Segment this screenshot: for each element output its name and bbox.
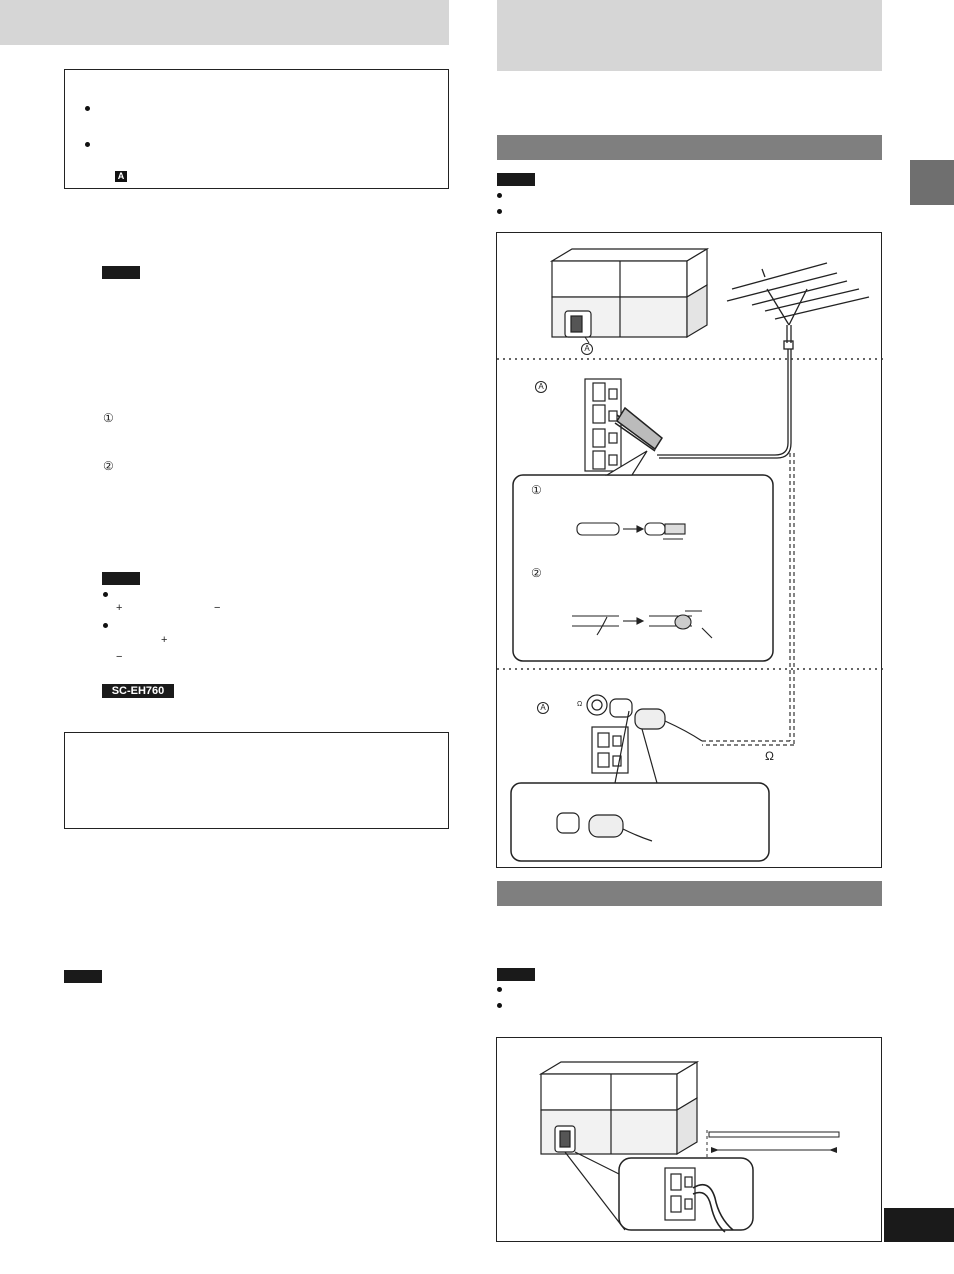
info-box: [64, 732, 449, 829]
plus-sign: +: [161, 634, 168, 646]
bullet: [497, 193, 502, 198]
chapter-tab: [910, 160, 954, 205]
model-tag: SC-EH760: [102, 684, 174, 698]
step-number-2: ②: [531, 566, 542, 580]
fm-antenna-diagram: [496, 232, 882, 868]
page-number-tab: [884, 1208, 954, 1242]
left-header-bar: [0, 0, 449, 45]
am-antenna-illustration: [497, 1038, 883, 1243]
note-tag: [497, 173, 535, 186]
fm-antenna-illustration: [497, 233, 883, 869]
note-tag: [102, 572, 140, 585]
note-tag: [102, 266, 140, 279]
bullet: [497, 987, 502, 992]
notice-box: [64, 69, 449, 189]
circle-a-label: A: [535, 381, 547, 393]
ohm-label: Ω: [765, 749, 774, 763]
bullet: [85, 142, 90, 147]
bullet: [497, 209, 502, 214]
am-antenna-section-bar: [497, 881, 882, 906]
label-a-badge: A: [115, 171, 127, 182]
minus-sign: −: [116, 651, 123, 663]
bullet: [103, 623, 108, 628]
circle-a-label: A: [537, 702, 549, 714]
note-tag: [497, 968, 535, 981]
note-tag: [64, 970, 102, 983]
minus-sign: −: [214, 602, 221, 614]
step-number-1: ①: [531, 483, 542, 497]
step-number-1: ①: [103, 411, 114, 425]
bullet: [497, 1003, 502, 1008]
plus-sign: +: [116, 602, 123, 614]
step-number-2: ②: [103, 459, 114, 473]
right-header-bar: [497, 0, 882, 71]
circle-a-label: A: [581, 343, 593, 355]
am-antenna-diagram: [496, 1037, 882, 1242]
bullet: [85, 106, 90, 111]
ohm-label-small: Ω: [577, 701, 583, 708]
fm-antenna-section-bar: [497, 135, 882, 160]
bullet: [103, 592, 108, 597]
